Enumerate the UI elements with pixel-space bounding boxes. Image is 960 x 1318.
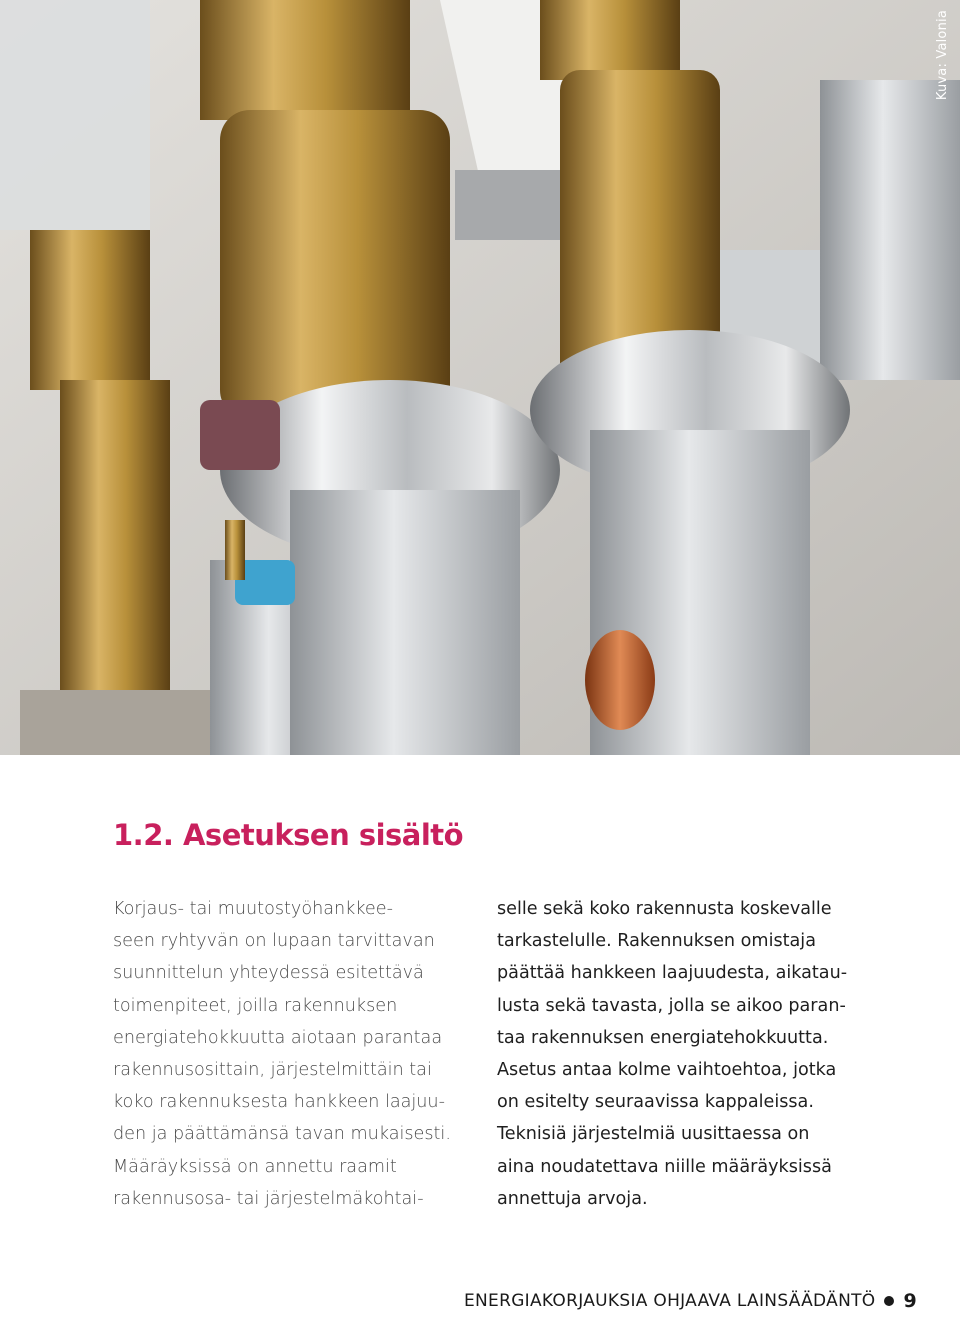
body-line: rakennusosa- tai järjestelmäkohtai- [113,1188,424,1209]
body-column-left [113,893,483,1215]
body-line: den ja päättämänsä tavan mukaisesti. [113,1124,451,1145]
body-line: Teknisiä järjestelmiä uusittaessa on [497,1124,810,1145]
body-column-right [497,893,867,1215]
body-line: Korjaus- tai muutostyöhankkee- [113,899,393,919]
body-line: toimenpiteet, joilla rakennuksen [113,995,398,1016]
body-line: taa rakennuksen energiatehokkuutta. [497,1027,829,1048]
body-line: aina noudatettava niille määräyksissä [497,1156,832,1177]
body-line: Määräyksissä on annettu raamit [113,1156,397,1177]
body-line: lusta sekä tavasta, jolla se aikoo paran- [497,995,846,1016]
body-line: Asetus antaa kolme vaihtoehtoa, jotka [497,1060,837,1081]
bullet-dot-icon [884,1296,894,1306]
body-line: tarkastelulle. Rakennuksen omistaja [497,931,816,952]
page-footer [464,1290,917,1312]
body-line: suunnittelun yhteydessä esitettävä [113,963,424,984]
body-line: annettuja arvoja. [497,1188,648,1209]
photo-credit: Kuva: Valonia [935,10,950,101]
body-line: seen ryhtyvän on lupaan tarvittavan [113,931,435,952]
section-heading: 1.2. Asetuksen sisältö [113,818,464,852]
running-title: ENERGIAKORJAUKSIA OHJAAVA LAINSÄÄDÄNTÖ [463,1291,876,1311]
body-line: energiatehokkuutta aiotaan parantaa [113,1027,443,1048]
body-line: on esitelty seuraavissa kappaleissa. [497,1092,814,1113]
body-line: päättää hankkeen laajuudesta, aikatau- [497,963,848,984]
body-line: rakennusosittain, järjestelmittäin tai [113,1060,432,1081]
body-line: koko rakennuksesta hankkeen laajuu- [113,1092,445,1113]
page-number: 9 [903,1290,917,1312]
body-line: selle sekä koko rakennusta koskevalle [497,899,832,919]
